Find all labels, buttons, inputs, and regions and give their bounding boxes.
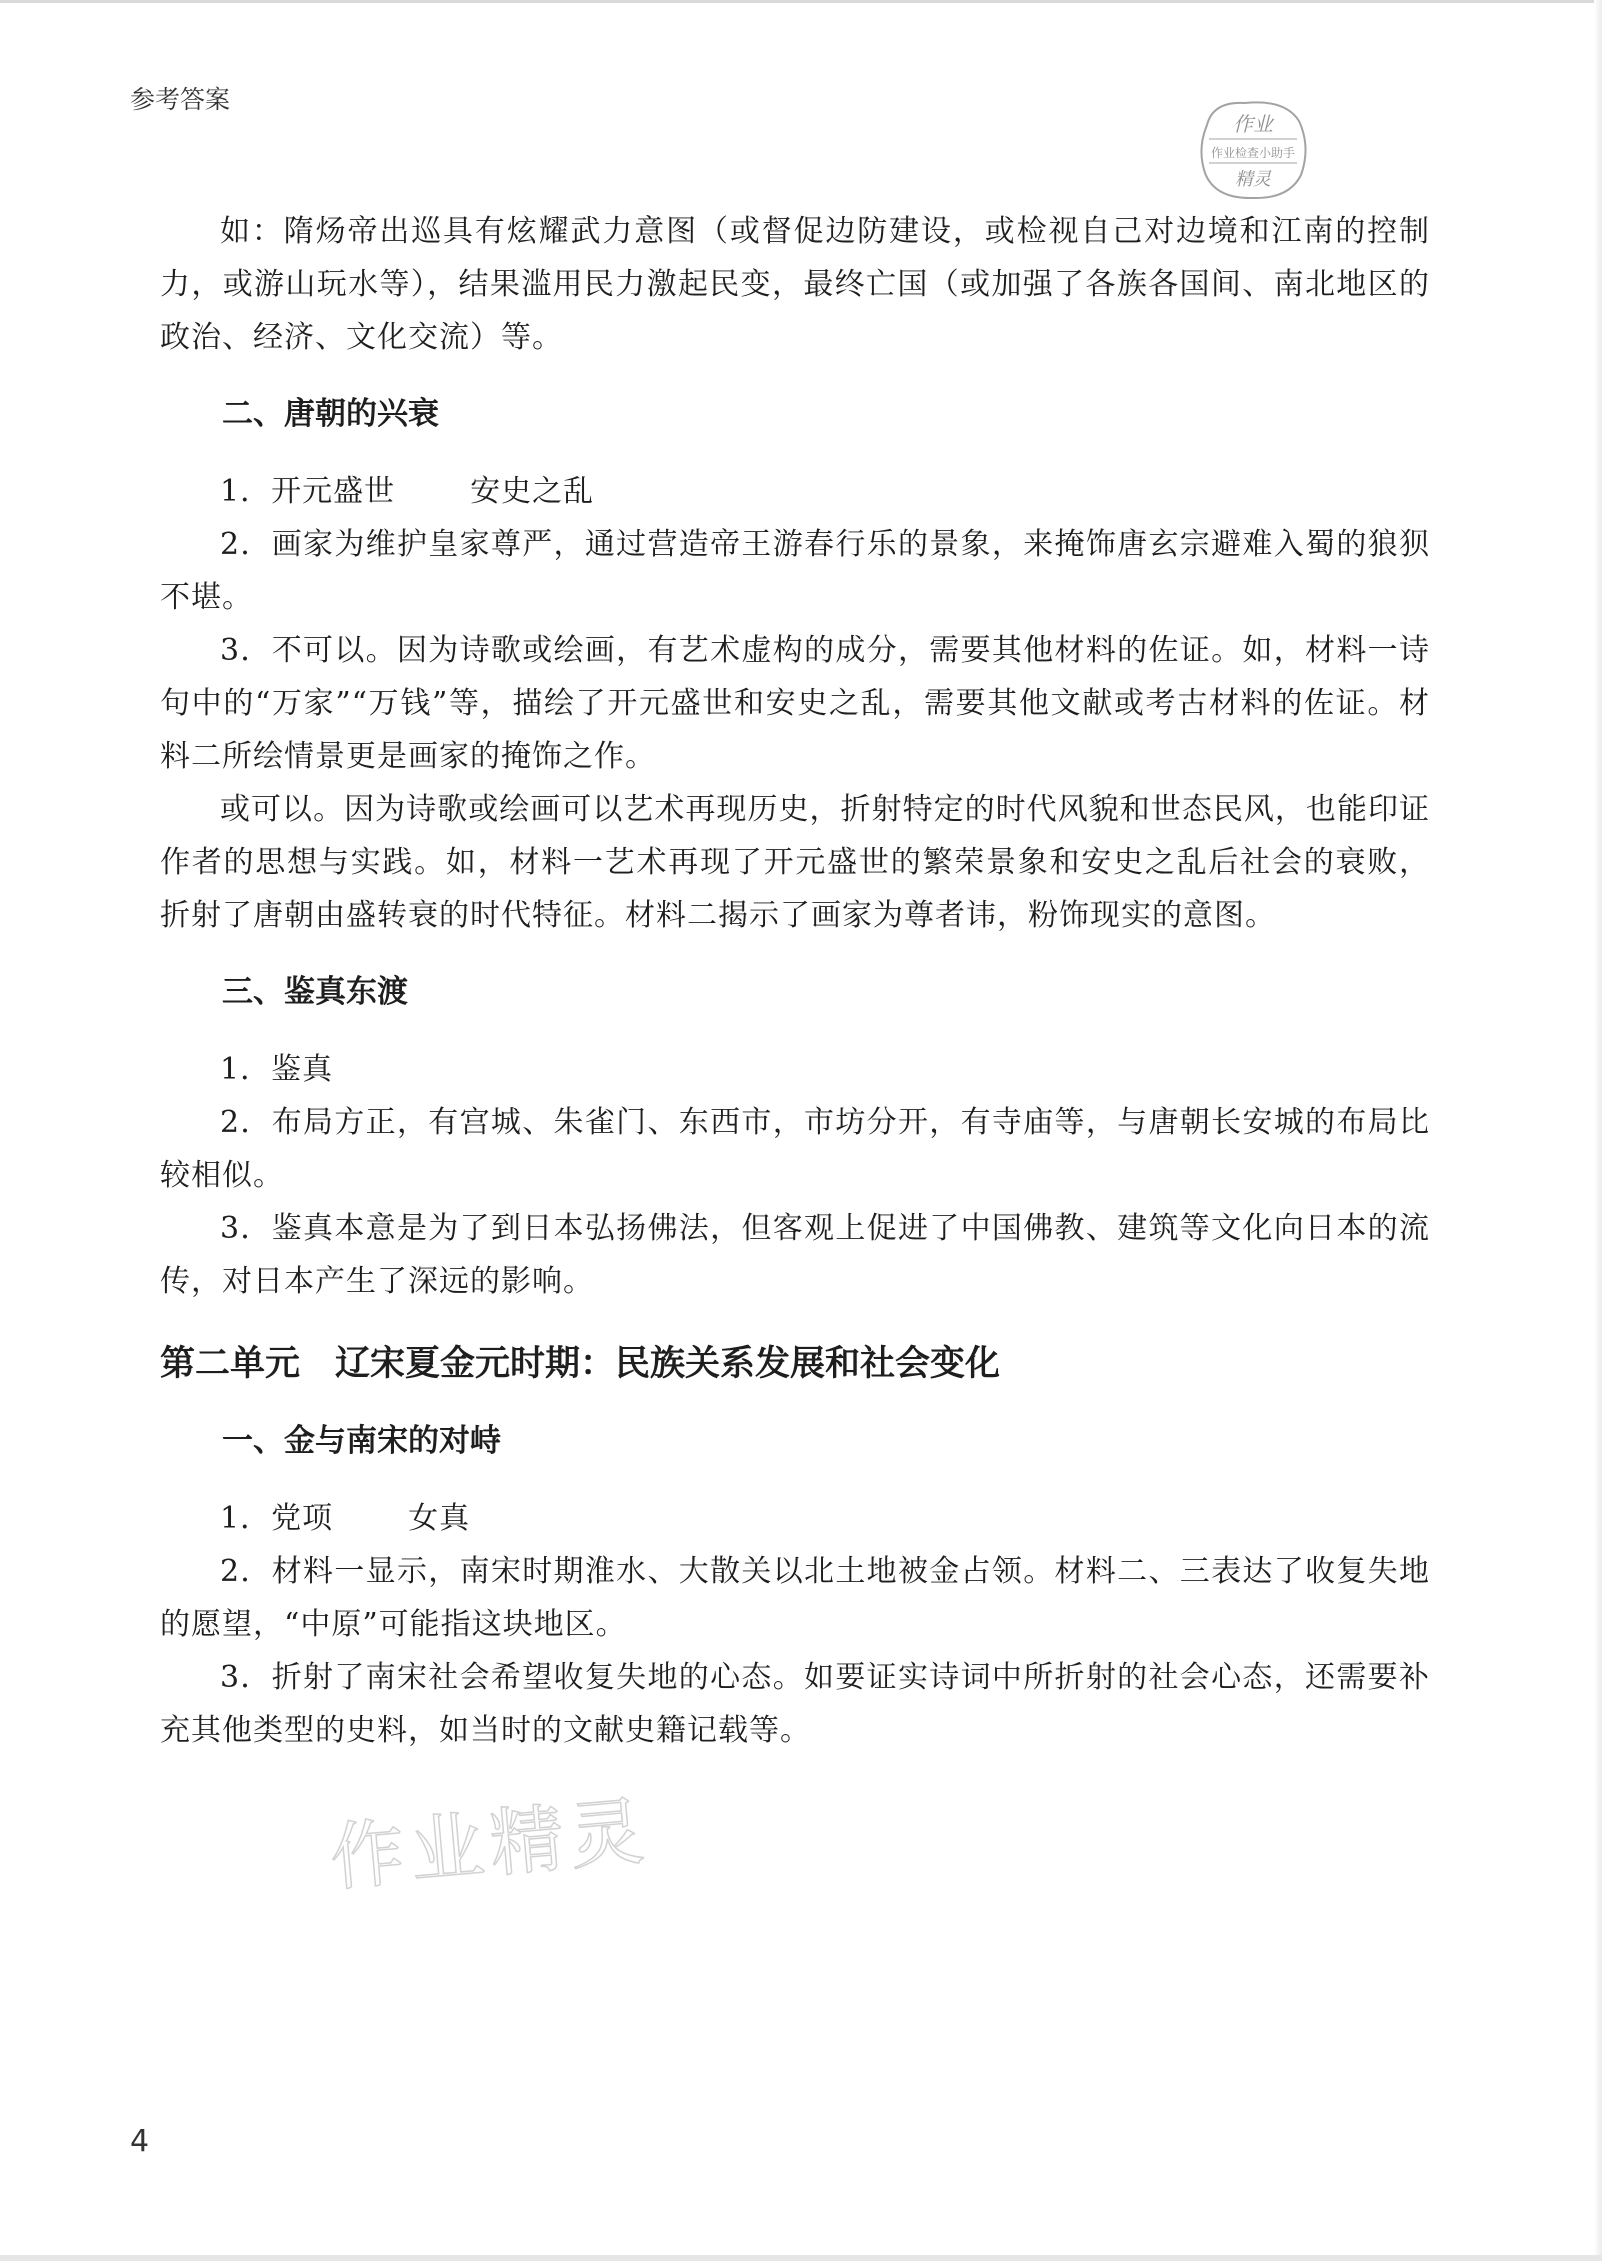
watermark-text: 作业精灵 — [326, 1788, 654, 1902]
stamp-logo — [1193, 95, 1313, 205]
stamp-line2: 作业检查小助手 — [1210, 146, 1296, 160]
answer-paragraph: 3．鉴真本意是为了到日本弘扬佛法，但客观上促进了中国佛教、建筑等文化向日本的流传，对日本产生了深远的影响。 — [160, 1211, 1430, 1299]
unit-title: 第二单元 辽宋夏金元时期：民族关系发展和社会变化 — [160, 1344, 1001, 1384]
page-number: 4 — [130, 2124, 150, 2159]
item-answer: 女真 — [408, 1501, 471, 1536]
top-border — [0, 0, 1602, 3]
item-answer: 开元盛世 — [271, 474, 396, 509]
answer-paragraph: 1．鉴真 — [220, 1052, 334, 1087]
answer-paragraph: 3．折射了南宋社会希望收复失地的心态。如要证实诗词中所折射的社会心态，还需要补充其他类型的史料，如当时的文献史籍记载等。 — [160, 1660, 1430, 1748]
running-head: 参考答案 — [130, 85, 231, 114]
section-heading-jin-song: 一、金与南宋的对峙 — [222, 1423, 501, 1459]
answer-item — [160, 465, 1430, 518]
answer-paragraph: 3．不可以。因为诗歌或绘画，有艺术虚构的成分，需要其他材料的佐证。如，材料一诗句中的“万家”“万钱”等，描绘了开元盛世和安史之乱，需要其他文献或考古材料的佐证。材料二所绘情景更是画家的掩饰之作。 — [160, 633, 1430, 774]
item-number: 1． — [220, 474, 272, 509]
answer-content — [160, 205, 1430, 1757]
section-heading-jianzhen: 三、鉴真东渡 — [222, 974, 408, 1010]
answer-paragraph: 2．布局方正，有宫城、朱雀门、东西市，市坊分开，有寺庙等，与唐朝长安城的布局比较相似。 — [160, 1105, 1430, 1193]
item-answer: 安史之乱 — [470, 474, 595, 509]
stamp-line1: 作业 — [1233, 112, 1273, 136]
section-heading-tang: 二、唐朝的兴衰 — [222, 396, 439, 432]
answer-paragraph: 2．画家为维护皇家尊严，通过营造帝王游春行乐的景象，来掩饰唐玄宗避难入蜀的狼狈不堪。 — [160, 527, 1430, 615]
item-number: 1． — [220, 1501, 272, 1536]
intro-paragraph: 如：隋炀帝出巡具有炫耀武力意图（或督促边防建设，或检视自己对边境和江南的控制力，或游山玩水等），结果滥用民力激起民变，最终亡国（或加强了各族各国间、南北地区的政治、经济、文化交流）等。 — [160, 214, 1430, 355]
item-answer: 党项 — [271, 1501, 334, 1536]
answer-paragraph: 或可以。因为诗歌或绘画可以艺术再现历史，折射特定的时代风貌和世态民风，也能印证作者的思想与实践。如，材料一艺术再现了开元盛世的繁荣景象和安史之乱后社会的衰败，折射了唐朝由盛转衰的时代特征。材料二揭示了画家为尊者讳，粉饰现实的意图。 — [160, 792, 1430, 933]
answer-paragraph: 2．材料一显示，南宋时期淮水、大散关以北土地被金占领。材料二、三表达了收复失地的愿望，“中原”可能指这块地区。 — [160, 1554, 1430, 1642]
stamp-line3: 精灵 — [1235, 169, 1271, 190]
watermark — [316, 1780, 663, 1909]
bottom-edge — [0, 2255, 1602, 2261]
answer-item — [160, 1492, 1430, 1545]
page-edge-shadow — [1594, 0, 1602, 2261]
